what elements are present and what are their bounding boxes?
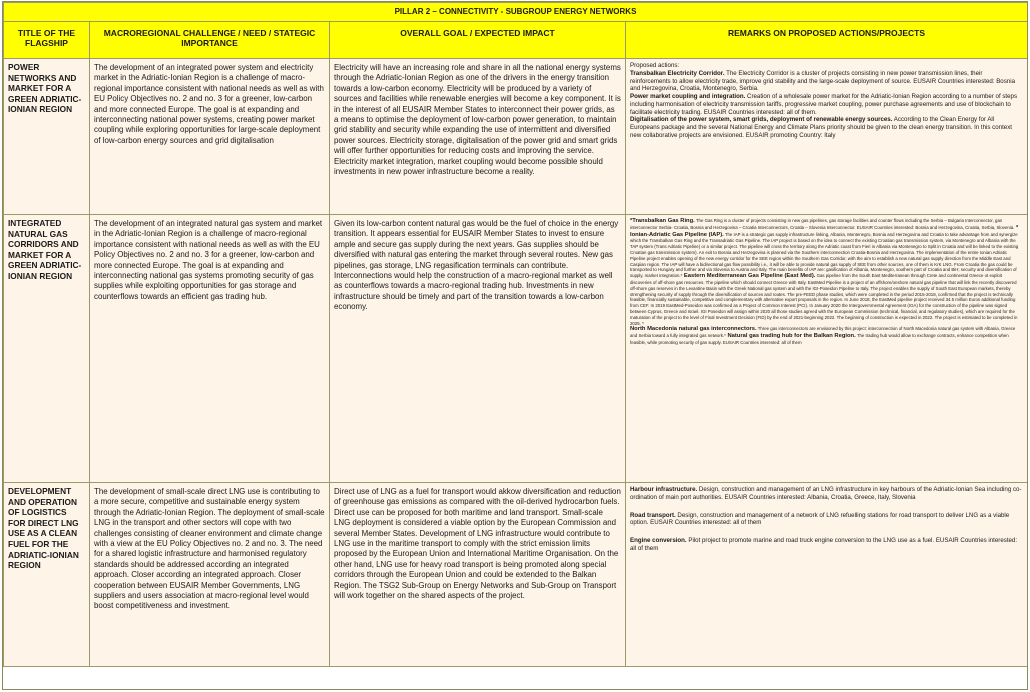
table-row <box>4 483 1028 667</box>
header-flagship: TITLE OF THE FLAGSHIP <box>4 22 90 59</box>
flagship-title: INTEGRATED NATURAL GAS CORRIDORS AND MARKET FOR A GREEN ADRIATIC-IONIAN REGION <box>4 215 90 483</box>
pillar-title: PILLAR 2 – CONNECTIVITY - SUBGROUP ENERGY NETWORKS <box>4 3 1028 22</box>
action-title: Eastern Mediterranean Gas Pipeline (East Med). <box>682 273 816 280</box>
remarks-cell <box>626 483 1028 667</box>
table-row <box>4 59 1028 215</box>
remarks-paragraph <box>630 93 1023 116</box>
remarks-paragraph <box>630 70 1023 93</box>
action-text: According to the Clean Energy for All Europeans package and the several National Energy and Climate Plans priority should be given to the clean energy transition. In this context new collaborative projects are envisioned. EUSAIR promoting Country: Italy <box>630 116 1012 139</box>
remarks-cell <box>626 215 1028 483</box>
remarks-cell <box>626 59 1028 215</box>
action-text: The trading hub would allow to exchange contracts, enhance competition when feasible, while promoting security of gas supply. EUSAIR Countries interested: all of them <box>630 333 1009 345</box>
document-page <box>2 1 1028 690</box>
remarks-paragraph <box>630 218 1023 346</box>
challenge-text: The development of an integrated natural gas system and market in the Adriatic-Ionian Region is a challenge of macro-regional importance consistent with national needs as well as with the EU Policy Objectives no. 2 and no. 3 for a greener, low-carbon and more connected Europe. The goal is at expanding and interconnecting national gas systems promoting security of gas supplies while exploiting opportunities for gas storage and counterflows towards an efficient gas trading hub. <box>90 215 330 483</box>
action-title: Harbour infrastructure. <box>630 486 698 493</box>
remarks-paragraph <box>630 512 1023 528</box>
action-title: Engine conversion. <box>630 537 687 544</box>
flagship-title: DEVELOPMENT AND OPERATION OF LOGISTICS FOR DIRECT LNG USE AS A CLEAN FUEL FOR THE ADRIATIC-IONIAN REGION <box>4 483 90 667</box>
goal-text: Electricity will have an increasing role and share in all the national energy systems through the Adriatic-Ionian Region as one of the drivers in the energy transition towards a low-carbon economy. Electricity will be produced by a variety of sources and facilities while renewable energies will become a key component. It is in the interest of all EUSAIR Member States to interconnect their power grids, as a means to optimise the deployment of low-carbon power generation, to maintain grid stability and security while expanding the use of intermittent and diversified power sources. Electricity storage, digitalisation of the power grid and smart grids will offer further opportunities for reducing costs and improving the service. Electricity market integration, market coupling would become possible should investments in new power infrastructure become a reality. <box>330 59 626 215</box>
remarks-paragraph <box>630 537 1023 553</box>
header-remarks: REMARKS ON PROPOSED ACTIONS/PROJECTS <box>626 22 1028 59</box>
action-text: The Electricity Corridor is a cluster of projects consisting in new power transmission lines, their reinforcements to allow electricity trade, improve grid stability and the large-scale deployment of source. EUSAIR Countries interested: Bosnia and Herzegovina, Croatia, Montenegro, Serbia. <box>630 69 1015 93</box>
action-title: Transbalkan Electricity Corridor. <box>630 69 725 77</box>
action-title: Digitalisation of the power system, smart grids, deployment of renewable energy sources. <box>630 116 893 124</box>
action-title: *Transbalkan Gas Ring. <box>630 218 695 224</box>
challenge-text: The development of small-scale direct LNG use is contributing to a more secure, competitive and sustainable energy system through the Adriatic-Ionian Region. The deployment of small-scale LNG in the transport and other sectors will cope with two challenges consisting of cleaner environment and climate change with a view at the EU Policy Objectives no. 2 and no. 3. The need for a shared logistic infrastructure and harmonised regulatory standards should be addressed according an integrated approach. Closer according an integrated approach. Closer cooperation between EUSAIR Member Governments, LNG suppliers and users association at macro-regional level would boost competitiveness and investment. <box>90 483 330 667</box>
action-title: North Macedonia natural gas interconnectors. <box>630 326 757 333</box>
goal-text: Direct use of LNG as a fuel for transport would akkow diversification and reduction of greenhouse gas emissions as compared with the oil-derived hydrocarbon fuels. Direct use can be proposed for both maritime and land transport. Small-scale LNG deployment is considered a viable option by the European Commission and several Member States. Development of LNG infrastructure would contribute to LNG use in the maritime transport to comply with the strict emission limits proposed by the European Union and International Maritime Organisation. On the other hand, LNG use for heavy road transport is being promoted along special corridors through the European Union and could be extended to the Balkan Region. The TSG2 Sub-Group on Energy Networks and Sub-Group on Transport will work together on the shared aspects of the project. <box>330 483 626 667</box>
table-row <box>4 215 1028 483</box>
action-text: The IAP is a strategic gas supply infrastructure linking, Albania, Montenegro, Bosnia and Herzegovina and Croatia to take advantage from and synergize which the Transbalkan Gas Ring and the Transadriatic Gas Pipeline. The IAP project is based on the idea to connect the existing Croatian gas transmission system, via Montenegro and Albania with the TAP system (Trans Adriatic Pipeline) or a similar project. The pipeline will cross the territory along the Adriatic coast from Fieri in Albania via Montenegro to Split in Croatia and will be linked to the existing Croatian gas transmission system). An exit to Bosnia and Herzegovina is planned via the Southern interconnection Croatia-Bosnia and Herzegovina. The implementation of the entire Ionian Adriatic Pipeline project enables opening of the new energy corridor for the SEE region within the Southern Gas Corridor, with the aim to establish a new natural gas supply direction from the Middle East and Caspian region. The IAP will have a bidirectional gas flow possibility i.e., it will be able to provide natural gas supply of SEE from other sources, one of them is KrK LNG. From Croatia the gas could be transported to Hungary and further and via Slovenia to Austria and Italy. The main benefits of IAP are: gasification of Albania, Montenegro, southern part of Croatia and BiH; security and diversification of supply, market integration.* <box>630 231 1019 279</box>
challenge-text: The development of an integrated power system and electricity market in the Adriatic-Ionian Region is a challenge of macro-regional importance consistent with national needs as well as with EU Policy Objectives no. 2 and no. 3 for a greener, low-carbon and more connected Europe. The goal is at expanding and interconnecting national power systems, creating power market coupling while exploring opportunities for large-scale deployment of low-carbon energy sources and grid digitalisation <box>90 59 330 215</box>
action-title: * Ionian-Adriatic Gas Pipeline (IAP). <box>630 224 1019 238</box>
remarks-paragraph <box>630 486 1023 502</box>
action-title: Natural gas trading hub for the Balkan Region. <box>725 333 856 340</box>
action-text: Design, construction and management of an LNG infrastructure in key harbours of the Adriatic-Ionian Sea including co-ordination of main port authorities. EUSAIR Countries interested: Albania, Croatia, Greece, Italy, Slovenia <box>630 486 1022 501</box>
action-text: Creation of a wholesale power market for the Adriatic-Ionian Region according to a number of steps including harmonisation of electricity transmission tariffs, progressive market coupling, power purchase agreements and use of blockchain to facilitate electricity trading. EUSAIR Countries interested: all of them. <box>630 93 1018 116</box>
flagship-title: POWER NETWORKS AND MARKET FOR A GREEN ADRIATIC-IONIAN REGION <box>4 59 90 215</box>
action-text: Design, construction and management of a network of LNG refuelling stations for road transport to deliver LNG as a viable option. EUSAIR Countries interested: all of them <box>630 511 1010 527</box>
action-text: Pilot project to promote marine and road truck engine conversion to the LNG use as a fuel. EUSAIR Countries interested: all of them <box>630 537 1018 552</box>
header-goal: OVERALL GOAL / EXPECTED IMPACT <box>330 22 626 59</box>
flagship-table <box>3 2 1028 667</box>
header-row <box>4 22 1028 59</box>
action-title: Power market coupling and integration. <box>630 93 746 100</box>
action-text: Gas pipeline from the South East Mediterranean through Crete and continental Greece ot exploit discoveries of off-shore gas resources. The pipeline which should connect Greece with Italy. EastMed Pipeline is a project of an offshore/onshore natural gas pipeline that will link the recently discovered off-shore gas reserves in the Levantine Basin with the Greek National gas system and with the IGI-Poseidon Pipeline to Italy. The project enables the supply of South East European markets, thereby strengthening security of supply through the diversification of sources and routes. The pre-FEED phase studies, which were completed in the period 2015-2018, confirmed that the project is technically feasible, financially sustainable, competitive and complementary with alternative export proposals in the region. In June 2018, the EastMed pipeline project received 34.5 million Euros additional funding from CEF. In 2019 EastMed-Poseidon was confirmed as a Project of Common Interest (PCI). In January 2020 the Intergovernmental Agreement (IGA) for the construction of the pipeline was signed between Cyprus, Greece and Israel. IGI Poseidon will assign within 2020 all those studies agreed with the European Commission (technical, financial, and regulatory studies), which are required for the maturation of the project to the level of Final Investment Decision (FID) by the end of 2021-beginning 2022. The beginning of construction is expected in 2022. The project is estimated to be completed in 2025. * <box>630 273 1018 326</box>
goal-text: Given its low-carbon content natural gas would be the fuel of choice in the energy transition. It appears essential for EUSAIR Member States to invest to ensure ample and secure gas supply during the next years. Gas supplies should be diversified with natural gas entering the market through several routes. New gas pipelines, gas storage, LNG regasification terminals can contribute. Interconnections would help the construction of a macro-regional market as well as counterflows towards a macro-regional trading hub. Investments in new infrastructure should be timely and part of the transition towards a low-carbon economy. <box>330 215 626 483</box>
action-text: The Gas Ring is a cluster of projects consisting in new gas pipelines, gas storage facilities and counter flows including the Serbia – Bulgaria Interconnector, gas interconnector Serbia- Croatia, Bosnia and Herzegovina – Croatia Interconnectors, Croatia – Slovenia Interconnector. EUSAIR Countries interested: Bosnia and Herzegovina, Croatia, Serbia, Slovenia. <box>630 218 1015 230</box>
header-challenge: MACROREGIONAL CHALLENGE / NEED / STATEGIC IMPORTANCE <box>90 22 330 59</box>
action-title: Road transport. <box>630 511 676 519</box>
remarks-intro: Proposed actions: <box>630 62 680 69</box>
remarks-paragraph <box>630 116 1023 139</box>
action-text: Three gas interconnectors are envisioned by this project: interconnection of North Macedonia natural gas system with Albania, Greece and Serbia toward a fully integrated gas network.* <box>630 326 1016 339</box>
